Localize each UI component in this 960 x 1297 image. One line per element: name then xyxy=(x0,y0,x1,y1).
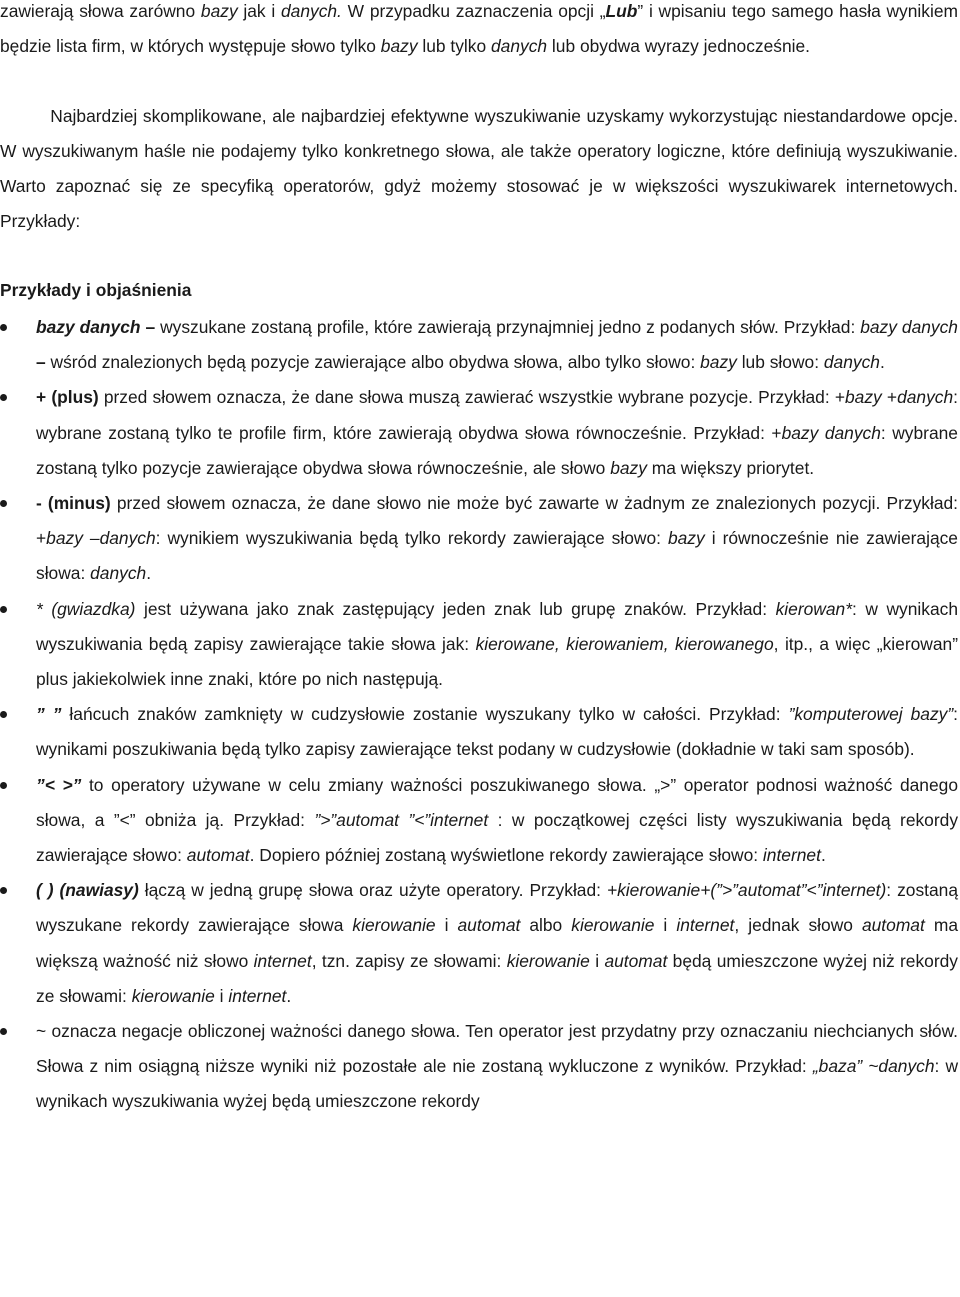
text-run: ( ) (nawiasy) xyxy=(36,880,139,901)
text-run: bazy xyxy=(667,528,705,549)
text-run: automat xyxy=(457,915,521,936)
text-run: automat xyxy=(861,915,925,936)
text-run: kierowanie xyxy=(352,915,436,936)
text-run: bazy xyxy=(845,387,882,408)
text-run: lub obydwa wyrazy jednocześnie. xyxy=(547,36,811,56)
text-run: to operatory używane w celu zmiany ważności poszukiwanego słowa. „>” operator podnosi ważność danego słowa, a ”<” obniża ją. Przykład: xyxy=(36,774,958,830)
text-run: internet xyxy=(228,985,287,1006)
text-run: + xyxy=(881,387,898,408)
list-item-text xyxy=(36,317,958,372)
text-run: internet xyxy=(762,845,821,866)
bullet-icon xyxy=(0,1028,7,1035)
text-run: automat xyxy=(604,950,668,971)
text-run: * (gwiazdka) xyxy=(36,598,136,619)
bullet-icon xyxy=(0,887,7,894)
text-run: wśród znalezionych będą pozycje zawierające albo obydwa słowa, albo tylko słowo: xyxy=(50,352,701,373)
text-run: ma większy priorytet. xyxy=(646,457,815,478)
text-run: . xyxy=(146,563,152,584)
text-run: : wybrane zostaną tylko te profile firm, które zawierają obydwa słowa równocześnie. Przykład: + xyxy=(36,387,958,443)
text-run: kierowan* xyxy=(775,598,852,619)
text-run: : wynikami poszukiwania będą tylko zapisy zawierające tekst podany w cudzysłowie (dokładnie w taki sam sposób). xyxy=(36,704,958,760)
text-run: ” ” xyxy=(36,704,62,725)
text-run: i xyxy=(654,915,677,936)
list-item-text xyxy=(36,775,958,865)
text-run: bazy xyxy=(610,457,647,478)
list-item-text xyxy=(36,493,958,583)
text-run: danych xyxy=(897,387,954,408)
text-run: danych xyxy=(491,36,548,56)
text-run: : zostaną wyszukane rekordy zawierające słowa xyxy=(36,880,958,936)
list-item-parentheses xyxy=(0,873,958,1014)
text-run: wyszukane zostaną profile, które zawierają przynajmniej jedno z podanych słów. Przykład: xyxy=(160,317,861,337)
text-run: ~ oznacza negacje obliczonej ważności danego słowa. Ten operator jest przydatny przy oznaczaniu niechcianych słów. Słowa z nim osiągną niższe wyniki niż pozostałe ale nie zostaną wykluczone z wyników. Przykład: xyxy=(36,1021,958,1077)
text-run: . xyxy=(820,845,826,866)
text-run: kierowanie xyxy=(506,950,590,971)
bullet-icon xyxy=(0,500,7,507)
text-run: bazy danych xyxy=(860,317,958,337)
text-run: zawierają słowa zarówno xyxy=(0,1,201,21)
text-run: , tzn. zapisy ze słowami: xyxy=(311,950,507,971)
text-run: jak i xyxy=(237,1,281,21)
text-run: +kierowanie+(”>”automat”<”internet) xyxy=(606,880,887,901)
list-item-asterisk xyxy=(0,592,958,698)
text-run: lub słowo: xyxy=(736,352,824,373)
text-run: – xyxy=(36,352,51,373)
text-run: danych xyxy=(823,352,880,373)
text-run: , itp., a więc „kierowan” plus jakiekolwiek inne znaki, które po nich następują. xyxy=(36,633,958,690)
bullet-icon xyxy=(0,606,7,613)
text-run: . Dopiero później zostaną wyświetlone rekordy zawierające słowo: xyxy=(249,845,763,866)
text-run: : wybrane zostaną tylko pozycje zawierające obydwa słowa równocześnie, ale słowo xyxy=(36,422,958,478)
list-item-plus xyxy=(0,380,958,486)
text-run: ma większą ważność niż słowo xyxy=(36,915,958,971)
text-run: lub tylko xyxy=(417,36,491,56)
text-run: + (plus) xyxy=(36,387,99,408)
text-run: : w wynikach wyszukiwania wyżej będą umieszczone rekordy xyxy=(36,1056,959,1112)
bullet-icon xyxy=(0,324,7,331)
text-run: ”>”automat ”<”internet xyxy=(314,809,489,830)
text-run: będą umieszczone wyżej niż rekordy ze słowami: xyxy=(36,950,958,1006)
text-run: kierowane, kierowaniem, kierowanego xyxy=(475,633,774,654)
list-item-text xyxy=(36,880,958,1006)
text-run: przed słowem oznacza, że dane słowa muszą zawierać wszystkie wybrane pozycje. Przykład: + xyxy=(98,387,845,408)
bullet-icon xyxy=(0,711,7,718)
bullet-icon xyxy=(0,394,7,401)
text-run: bazy –danych xyxy=(46,528,156,549)
text-run: internet xyxy=(676,915,735,936)
text-run: : w początkowej części listy wyszukiwania będą rekordy zawierające słowo: xyxy=(36,809,959,866)
text-run: danych. xyxy=(280,1,342,21)
text-run: Najbardziej skomplikowane, ale najbardziej efektywne wyszukiwanie uzyskamy wykorzystując niestandardowe opcje. W wyszukiwanym haśle nie podajemy tylko konkretnego słowa, ale także operatory logiczne, które definiują wyszukiwanie. Warto zapoznać się ze specyfiką operatorów, gdyż możemy stosować je w większości wyszukiwarek internetowych. Przykłady: xyxy=(0,106,958,231)
text-run: ”komputerowej bazy” xyxy=(788,704,954,725)
text-run: internet xyxy=(253,950,312,971)
list-item-bazy-danych xyxy=(0,310,958,380)
text-run: kierowanie xyxy=(131,985,215,1006)
intro-paragraph-1 xyxy=(0,0,958,64)
text-run: „baza” ~danych xyxy=(812,1056,935,1077)
text-run: danych xyxy=(90,563,147,584)
list-item-minus xyxy=(0,486,958,592)
section-heading: Przykłady i objaśnienia xyxy=(0,280,192,300)
intro-paragraph-2 xyxy=(0,99,958,239)
list-item-quotes xyxy=(0,697,958,767)
text-run: przed słowem oznacza, że dane słowo nie może być zawarte w żadnym ze znalezionych pozycji. Przykład: + xyxy=(36,493,959,549)
text-run: - (minus) xyxy=(36,493,111,514)
text-run: , jednak słowo xyxy=(734,915,862,936)
list-item-text xyxy=(36,1021,958,1111)
text-run: bazy danych xyxy=(36,317,141,337)
text-run: . xyxy=(879,352,885,373)
text-run: . xyxy=(286,985,292,1006)
text-run: bazy xyxy=(200,1,238,21)
bullet-icon xyxy=(0,782,7,789)
text-run: bazy danych xyxy=(781,422,881,443)
list-item-text xyxy=(36,704,958,759)
text-run: ” i wpisaniu tego samego hasła wynikiem będzie lista firm, w których występuje słowo tylko xyxy=(0,1,959,56)
list-item-text xyxy=(36,387,958,477)
text-run: i xyxy=(589,950,605,971)
text-run: łączą w jedną grupę słowa oraz użyte operatory. Przykład: xyxy=(138,880,607,901)
list-item-text xyxy=(36,599,958,689)
text-run: łańcuch znaków zamknięty w cudzysłowie zostanie wyszukany tylko w całości. Przykład: xyxy=(61,704,789,725)
text-run: i xyxy=(214,985,229,1006)
text-run: Lub xyxy=(605,1,638,21)
list-item-tilde xyxy=(0,1014,958,1120)
text-run: bazy xyxy=(700,352,737,373)
text-run: : wynikiem wyszukiwania będą tylko rekordy zawierające słowo: xyxy=(155,528,668,549)
text-run: – xyxy=(140,317,161,337)
text-run: kierowanie xyxy=(571,915,655,936)
text-run: albo xyxy=(520,915,572,936)
list-item-priority-operators xyxy=(0,768,958,874)
text-run: jest używana jako znak zastępujący jeden znak lub grupę znaków. Przykład: xyxy=(135,598,776,619)
text-run: i równocześnie nie zawierające słowa: xyxy=(36,528,958,584)
text-run: W przypadku zaznaczenia opcji „ xyxy=(341,1,606,21)
operator-list xyxy=(0,310,958,1120)
text-run: i xyxy=(435,915,458,936)
text-run: : w wynikach wyszukiwania będą zapisy zawierające takie słowa jak: xyxy=(36,598,959,654)
text-run: ”< >” xyxy=(36,774,82,795)
text-run: bazy xyxy=(380,36,418,56)
text-run: automat xyxy=(186,845,250,866)
